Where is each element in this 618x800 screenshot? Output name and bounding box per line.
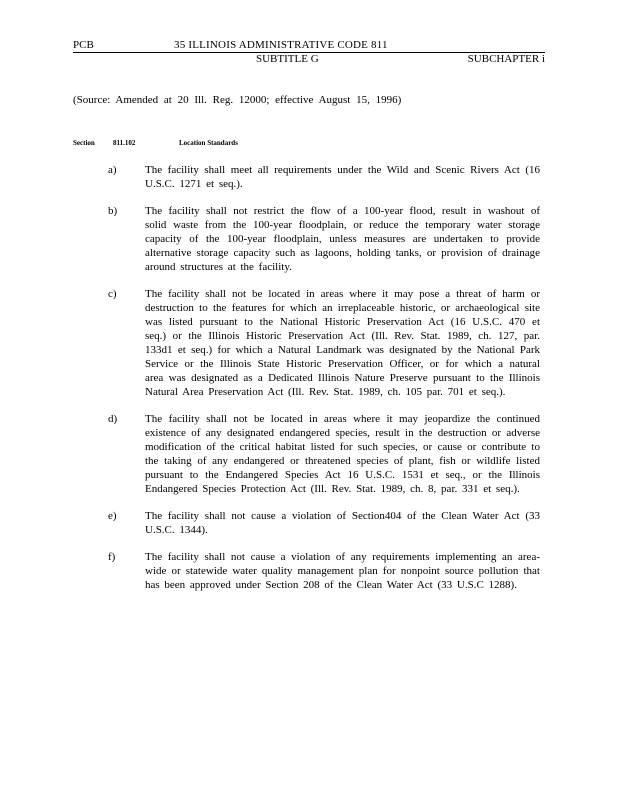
subsection-label: d) [108, 413, 118, 425]
subsection-label: c) [108, 288, 117, 300]
subsection-text: The facility shall not be located in areas where it may pose a threat of harm or destruction to the features for which an irreplaceable historic, or archaeological site was listed pursuant to the National Historic Preservation Act (16 U.S.C. 470 et seq.) or the Illinois Historic Preservation Act (Ill. Rev. Stat. 1989, ch. 127, par. 133d1 et seq.) for which a Natural Landmark was designated by the National Park Service or the Illinois State Historic Preservation Officer, or for which a natural area was designated as a Dedicated Illinois Nature Preserve pursuant to the Illinois Natural Area Preservation Act (Ill. Rev. Stat. 1989, ch. 105 par. 701 et seq.). [145, 288, 540, 398]
running-subheader [73, 52, 545, 66]
subsection-label: a) [108, 164, 117, 176]
header-code-title: 35 ILLINOIS ADMINISTRATIVE CODE 811 [174, 39, 388, 51]
subsection-text: The facility shall not cause a violation of Section404 of the Clean Water Act (33 U.S.C. 1344). [145, 510, 540, 536]
section-title: Location Standards [179, 139, 238, 147]
section-number: 811.102 [113, 139, 136, 147]
subsection-label: e) [108, 510, 117, 522]
subsection-text: The facility shall not be located in areas where it may jeopardize the continued existence of any designated endangered species, result in the destruction or adverse modification of the critical habitat listed for such species, or cause or contribute to the taking of any endangered or threatened species of plant, fish or wildlife listed pursuant to the Endangered Species Act 16 U.S.C. 1531 et seq., or the Illinois Endangered Species Protection Act (Ill. Rev. Stat. 1989, ch. 8, par. 331 et seq.). [145, 413, 540, 495]
subsection-list [108, 163, 540, 605]
header-agency: PCB [73, 39, 94, 51]
subsection-text: The facility shall not restrict the flow of a 100-year flood, result in washout of solid waste from the 100-year floodplain, or reduce the temporary water storage capacity of the 100-year floodplain, unless measures are undertaken to provide alternative storage capacity such as lagoons, holding tanks, or provision of drainage around structures at the facility. [145, 205, 540, 273]
subsection-item [108, 509, 540, 537]
subsection-text: The facility shall not cause a violation of any requirements implementing an area-wide or statewide water quality management plan for nonpoint source pollution that has been approved under Section 208 of the Clean Water Act (33 U.S.C 1288). [145, 551, 540, 591]
header-subchapter: SUBCHAPTER i [467, 53, 545, 65]
subsection-item [108, 204, 540, 274]
header-subtitle: SUBTITLE G [256, 53, 319, 65]
subsection-label: f) [108, 551, 116, 563]
subsection-item [108, 550, 540, 592]
subsection-item [108, 412, 540, 496]
section-label: Section [73, 139, 95, 147]
running-header [73, 38, 545, 53]
source-note: (Source: Amended at 20 Ill. Reg. 12000; effective August 15, 1996) [73, 94, 402, 106]
subsection-label: b) [108, 205, 118, 217]
subsection-item [108, 287, 540, 399]
subsection-item [108, 163, 540, 191]
subsection-text: The facility shall meet all requirements under the Wild and Scenic Rivers Act (16 U.S.C. 1271 et seq.). [145, 164, 540, 190]
